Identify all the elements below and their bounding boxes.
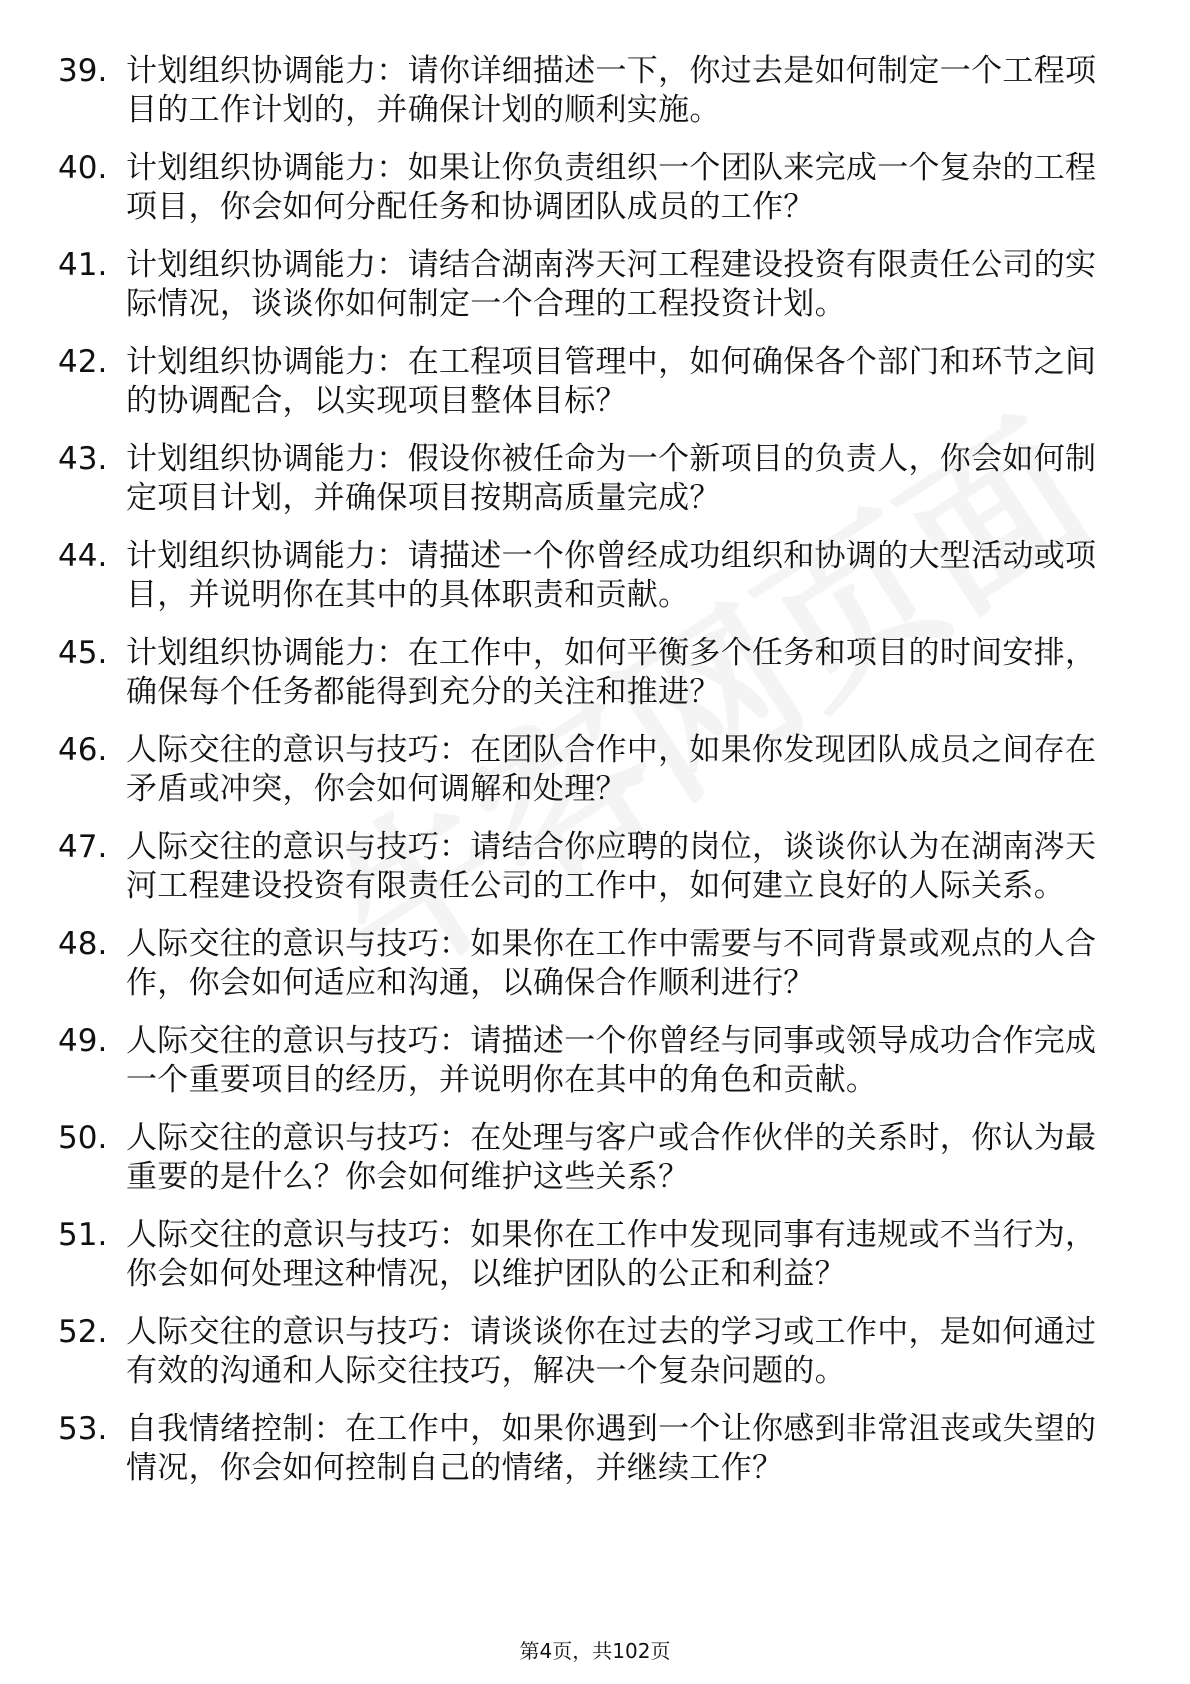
question-item-44 — [58, 537, 1118, 615]
question-number: 44. — [58, 538, 108, 574]
question-text: 计划组织协调能力：在工作中，如何平衡多个任务和项目的时间安排，确保每个任务都能得到充分的关注和推进？ — [126, 635, 1097, 710]
question-item-42 — [58, 343, 1118, 421]
question-item-40 — [58, 149, 1118, 227]
question-text: 人际交往的意识与技巧：请描述一个你曾经与同事或领导成功合作完成一个重要项目的经历，并说明你在其中的角色和贡献。 — [126, 1023, 1097, 1098]
question-text: 计划组织协调能力：请你详细描述一下，你过去是如何制定一个工程项目的工作计划的，并确保计划的顺利实施。 — [126, 53, 1097, 128]
question-text: 人际交往的意识与技巧：在处理与客户或合作伙伴的关系时，你认为最重要的是什么？你会如何维护这些关系？ — [126, 1120, 1097, 1195]
question-number: 41. — [58, 247, 108, 283]
question-number: 45. — [58, 635, 108, 671]
question-number: 43. — [58, 441, 108, 477]
question-text: 计划组织协调能力：如果让你负责组织一个团队来完成一个复杂的工程项目，你会如何分配任务和协调团队成员的工作？ — [126, 150, 1097, 225]
question-number: 51. — [58, 1217, 108, 1253]
question-item-48 — [58, 925, 1118, 1003]
question-number: 47. — [58, 829, 108, 865]
question-number: 50. — [58, 1120, 108, 1156]
question-item-39 — [58, 52, 1118, 130]
question-item-41 — [58, 246, 1118, 324]
question-item-49 — [58, 1022, 1118, 1100]
question-number: 46. — [58, 732, 108, 768]
question-text: 计划组织协调能力：请结合湖南涔天河工程建设投资有限责任公司的实际情况，谈谈你如何制定一个合理的工程投资计划。 — [126, 247, 1097, 322]
question-item-43 — [58, 440, 1118, 518]
question-number: 48. — [58, 926, 108, 962]
question-list — [58, 52, 1118, 1507]
question-item-47 — [58, 828, 1118, 906]
question-text: 人际交往的意识与技巧：请谈谈你在过去的学习或工作中，是如何通过有效的沟通和人际交往技巧，解决一个复杂问题的。 — [126, 1314, 1097, 1389]
question-text: 人际交往的意识与技巧：如果你在工作中发现同事有违规或不当行为，你会如何处理这种情况，以维护团队的公正和利益？ — [126, 1217, 1097, 1292]
question-number: 40. — [58, 150, 108, 186]
question-item-46 — [58, 731, 1118, 809]
question-number: 49. — [58, 1023, 108, 1059]
question-number: 39. — [58, 53, 108, 89]
question-text: 计划组织协调能力：假设你被任命为一个新项目的负责人，你会如何制定项目计划，并确保项目按期高质量完成？ — [126, 441, 1097, 516]
question-text: 自我情绪控制：在工作中，如果你遇到一个让你感到非常沮丧或失望的情况，你会如何控制自己的情绪，并继续工作？ — [126, 1411, 1097, 1486]
question-text: 人际交往的意识与技巧：如果你在工作中需要与不同背景或观点的人合作，你会如何适应和沟通，以确保合作顺利进行？ — [126, 926, 1097, 1001]
question-item-52 — [58, 1313, 1118, 1391]
question-item-51 — [58, 1216, 1118, 1294]
question-text: 计划组织协调能力：在工程项目管理中，如何确保各个部门和环节之间的协调配合，以实现项目整体目标？ — [126, 344, 1097, 419]
question-number: 42. — [58, 344, 108, 380]
question-number: 53. — [58, 1411, 108, 1447]
question-item-53 — [58, 1410, 1118, 1488]
question-text: 计划组织协调能力：请描述一个你曾经成功组织和协调的大型活动或项目，并说明你在其中的具体职责和贡献。 — [126, 538, 1097, 613]
question-item-45 — [58, 634, 1118, 712]
question-text: 人际交往的意识与技巧：在团队合作中，如果你发现团队成员之间存在矛盾或冲突，你会如何调解和处理？ — [126, 732, 1097, 807]
question-text: 人际交往的意识与技巧：请结合你应聘的岗位，谈谈你认为在湖南涔天河工程建设投资有限责任公司的工作中，如何建立良好的人际关系。 — [126, 829, 1097, 904]
page-number-footer: 第4页，共102页 — [519, 1639, 671, 1663]
question-item-50 — [58, 1119, 1118, 1197]
question-number: 52. — [58, 1314, 108, 1350]
